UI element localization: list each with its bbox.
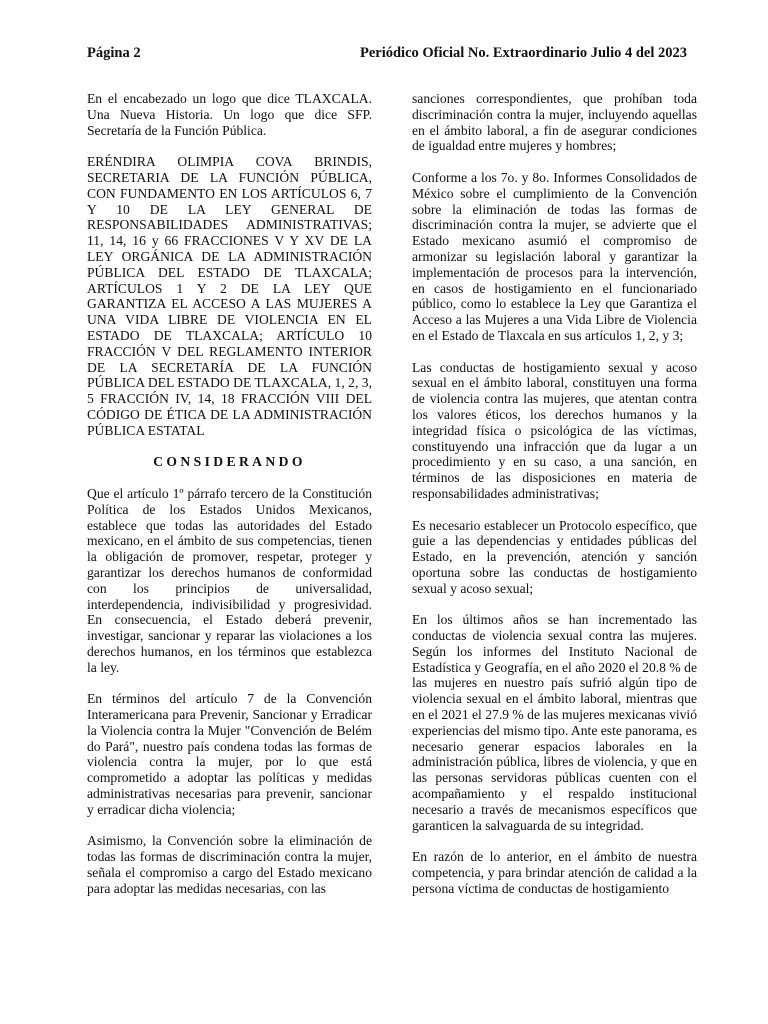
page-header — [87, 44, 687, 62]
logo-description: En el encabezado un logo que dice TLAXCALA. Una Nueva Historia. Un logo que dice SFP. Secretaría de la Función Pública. — [87, 91, 372, 138]
paragraph: En razón de lo anterior, en el ámbito de nuestra competencia, y para brindar atención de calidad a la persona víctima de conductas de hostigamiento — [412, 849, 697, 896]
paragraph: Es necesario establecer un Protocolo específico, que guie a las dependencias y entidades públicas del Estado, en la prevención, atención y sanción oportuna sobre las conductas de hostigamiento sexual y acoso sexual; — [412, 517, 697, 596]
page-number: Página 2 — [87, 45, 141, 61]
paragraph: Que el artículo 1º párrafo tercero de la Constitución Política de los Estados Unidos Mexicanos, establece que todas las autoridades del Estado mexicano, en el ámbito de sus competencias, tienen la obligación de promover, respetar, proteger y garantizar los derechos humanos de conformidad con los principios de universalidad, interdependencia, indivisibilidad y progresividad. En consecuencia, el Estado deberá prevenir, investigar, sancionar y reparar las violaciones a los derechos humanos, en los términos que establezca la ley. — [87, 485, 372, 675]
left-column — [87, 91, 372, 912]
paragraph: sanciones correspondientes, que prohíban toda discriminación contra la mujer, incluyendo aquellas en el ámbito laboral, a fin de asegurar condiciones de igualdad entre mujeres y hombres; — [412, 91, 697, 154]
preamble: ERÉNDIRA OLIMPIA COVA BRINDIS, SECRETARIA DE LA FUNCIÓN PÚBLICA, CON FUNDAMENTO EN LOS ARTÍCULOS 6, 7 Y 10 DE LA LEY GENERAL DE RESPONSABILIDADES ADMINISTRATIVAS; 11, 14, 16 y 66 FRACCIONES V Y XV DE LA LEY ORGÁNICA DE LA ADMINISTRACIÓN PÚBLICA DEL ESTADO DE TLAXCALA; ARTÍCULOS 1 Y 2 DE LA LEY QUE GARANTIZA EL ACCESO A LAS MUJERES A UNA VIDA LIBRE DE VIOLENCIA EN EL ESTADO DE TLAXCALA; ARTÍCULO 10 FRACCIÓN V DEL REGLAMENTO INTERIOR DE LA SECRETARÍA DE LA FUNCIÓN PÚBLICA DEL ESTADO DE TLAXCALA, 1, 2, 3, 5 FRACCIÓN IV, 14, 18 FRACCIÓN VIII DEL CÓDIGO DE ÉTICA DE LA ADMINISTRACIÓN PÚBLICA ESTATAL — [87, 154, 372, 438]
paragraph: Asimismo, la Convención sobre la eliminación de todas las formas de discriminación contra la mujer, señala el compromiso a cargo del Estado mexicano para adoptar las medidas necesarias, con las — [87, 833, 372, 896]
paragraph: En los últimos años se han incrementado las conductas de violencia sexual contra las mujeres. Según los informes del Instituto Nacional de Estadística y Geografía, en el año 2020 el 20.8 % de las mujeres en nuestro país sufrió algún tipo de violencia sexual en el ámbito laboral, mientras que en el 2021 el 27.9 % de las mujeres mexicanas vivió experiencias del mismo tipo. Ante este panorama, es necesario generar espacios laborales en la administración pública, libres de violencia, y que en las personas servidoras públicas cuenten con el acompañamiento y el respaldo institucional necesario a través de mecanismos específicos que garanticen la salvaguarda de su integridad. — [412, 612, 698, 833]
paragraph: Las conductas de hostigamiento sexual y acoso sexual en el ámbito laboral, constituyen una forma de violencia contra las mujeres, que atentan contra los valores éticos, los derechos humanos y la integridad física o psicológica de las víctimas, constituyendo una infracción que da lugar a un procedimiento y en su caso, a una sanción, en términos de las disposiciones en materia de responsabilidades administrativas; — [412, 359, 697, 501]
paragraph: Conforme a los 7o. y 8o. Informes Consolidados de México sobre el cumplimiento de la Convención sobre la eliminación de todas las formas de discriminación contra la mujer, se advierte que el Estado mexicano asumió el compromiso de armonizar su legislación laboral y garantizar la implementación de procesos para la intervención, en casos de hostigamiento en el funcionariado público, como lo establece la Ley que Garantiza el Acceso a las Mujeres a una Vida Libre de Violencia en el Estado de Tlaxcala en sus artículos 1, 2, y 3; — [412, 169, 697, 343]
section-title: CONSIDERANDO — [153, 454, 306, 470]
paragraph: En términos del artículo 7 de la Convención Interamericana para Prevenir, Sancionar y Erradicar la Violencia contra la Mujer "Convención de Belém do Pará", nuestro país condena todas las formas de violencia contra la mujer, por lo que está comprometido a adoptar las políticas y medidas administrativas necesarias para prevenir, sancionar y erradicar dicha violencia; — [87, 691, 372, 817]
right-column — [412, 91, 697, 912]
publication-title: Periódico Oficial No. Extraordinario Julio 4 del 2023 — [359, 45, 687, 61]
